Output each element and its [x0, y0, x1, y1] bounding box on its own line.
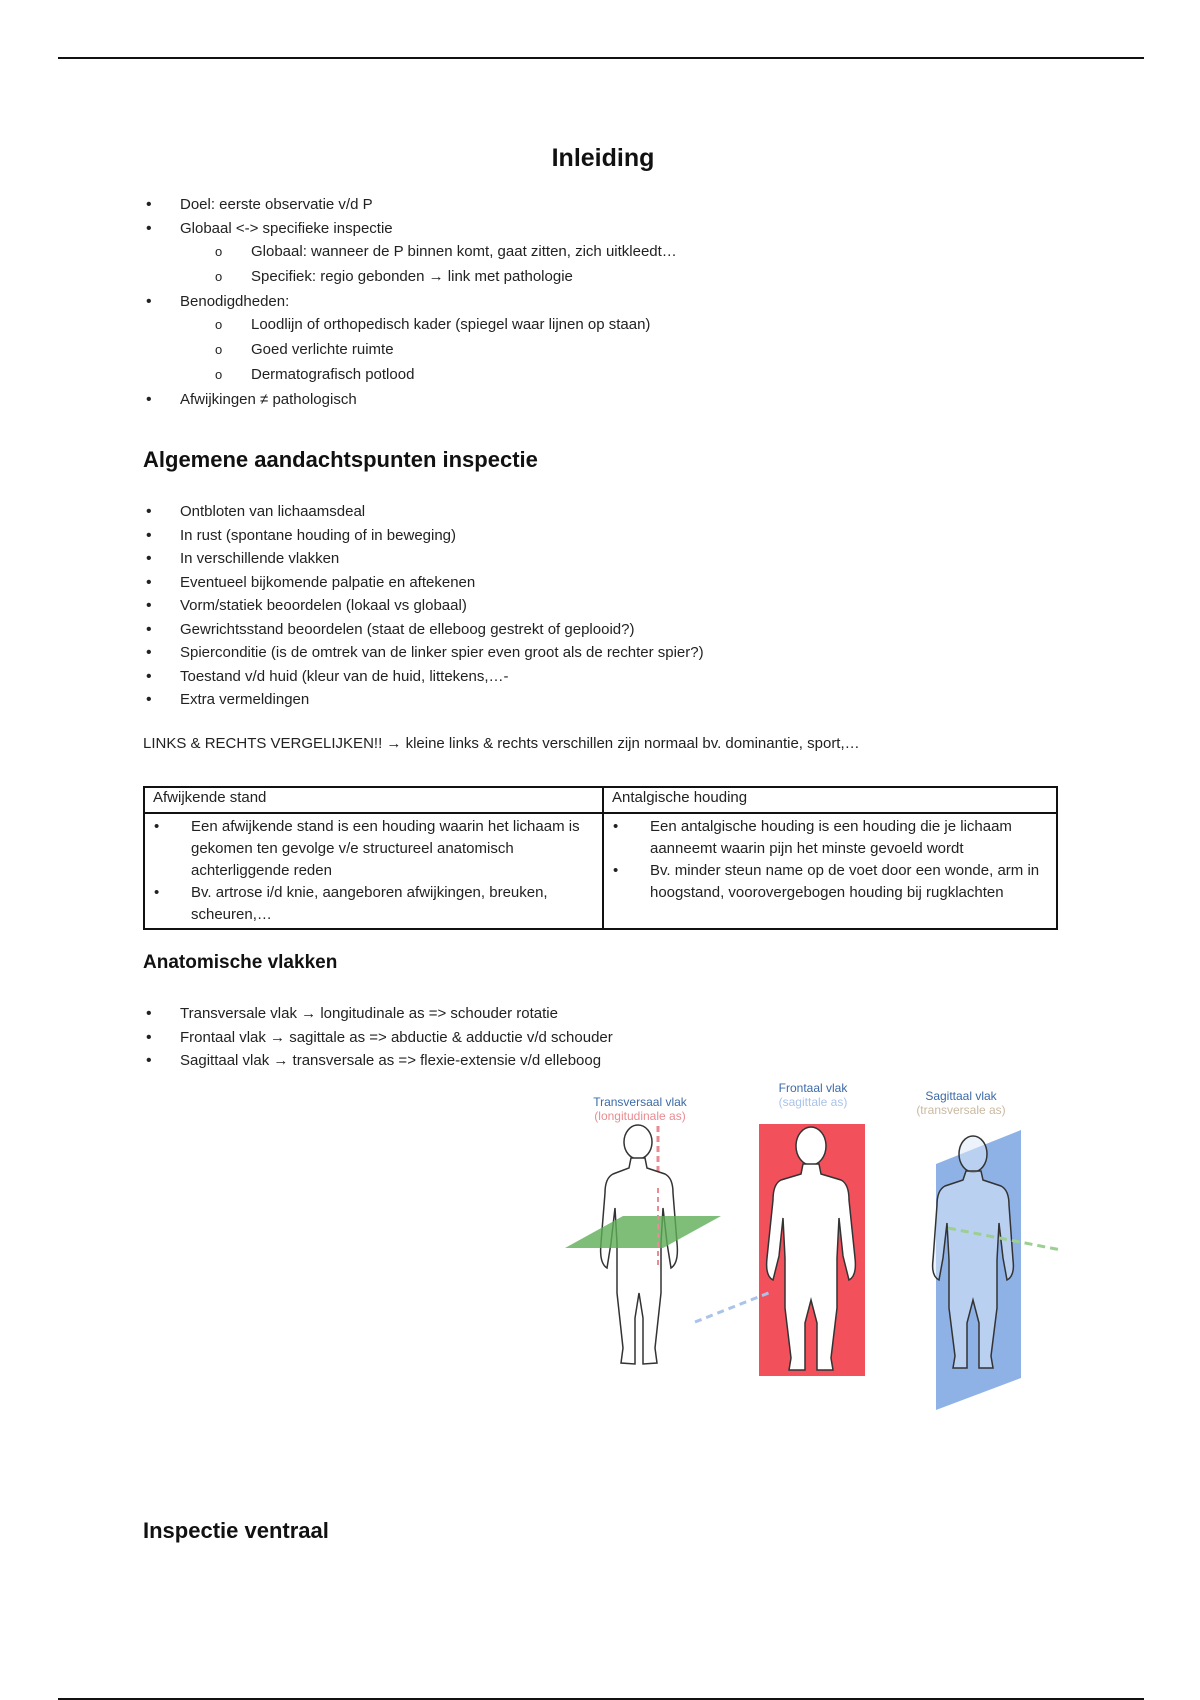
header-rule — [58, 57, 1144, 59]
list-item: • Gewrichtsstand beoordelen (staat de elleboog gestrekt of geplooid?) — [143, 618, 704, 642]
list-item — [143, 290, 677, 388]
table-cell — [603, 813, 1057, 929]
transversal-axis-label: (longitudinale as) — [594, 1109, 686, 1123]
sagittal-axis-label: (transversale as) — [916, 1103, 1006, 1117]
frontal-plane-figure — [695, 1081, 865, 1376]
list-item: • Ontbloten van lichaamsdeal — [143, 500, 704, 524]
comparison-table — [143, 786, 1058, 930]
section-title-general: Algemene aandachtspunten inspectie — [143, 447, 538, 472]
cell-list — [604, 816, 1048, 904]
table-header: Afwijkende stand — [144, 787, 603, 813]
sub-list — [180, 313, 677, 388]
sagittal-plane-figure — [916, 1089, 1061, 1410]
table-row — [144, 813, 1057, 929]
sub-list-item: o Dermatografisch potlood — [143, 363, 677, 388]
cell-list — [145, 816, 594, 926]
list-item: • Vorm/statiek beoordelen (lokaal vs globaal) — [143, 594, 704, 618]
list-item: • Een antalgische houding is een houding die je lichaam aanneemt waarin pijn het minste gevoeld wordt — [604, 816, 1048, 860]
list-item: • Doel: eerste observatie v/d P — [143, 193, 677, 217]
list-item: • Bv. artrose i/d knie, aangeboren afwijkingen, breuken, scheuren,… — [145, 882, 594, 926]
list-item: • Een afwijkende stand is een houding waarin het lichaam is gekomen ten gevolge v/e structureel anatomisch achterliggende reden — [145, 816, 594, 882]
list-item: • Extra vermeldingen — [143, 688, 704, 712]
list-item: • Bv. minder steun name op de voet door een wonde, arm in hoogstand, voorovergebogen houding bij rugklachten — [604, 860, 1048, 904]
section-title-inleiding: Inleiding — [551, 144, 655, 172]
frontal-label: Frontaal vlak — [778, 1081, 848, 1095]
section-title-ventral: Inspectie ventraal — [143, 1518, 329, 1543]
list-item: • In verschillende vlakken — [143, 547, 704, 571]
list-item: • Transversale vlak → longitudinale as => schouder rotatie — [143, 1002, 613, 1026]
general-list — [143, 500, 704, 712]
transversal-plane — [565, 1216, 721, 1248]
list-item: • Sagittaal vlak → transversale as => flexie-extensie v/d elleboog — [143, 1049, 613, 1073]
list-item-label: Globaal <-> specifieke inspectie — [180, 219, 393, 237]
list-item: • Eventueel bijkomende palpatie en aftekenen — [143, 571, 704, 595]
list-item — [143, 217, 677, 290]
sub-list-item: o Specifiek: regio gebonden → link met pathologie — [143, 265, 677, 290]
transversal-plane-figure — [565, 1095, 721, 1364]
table-header: Antalgische houding — [603, 787, 1057, 813]
list-item-label: Benodigdheden: — [180, 292, 290, 310]
list-item: • Toestand v/d huid (kleur van de huid, littekens,…- — [143, 665, 704, 689]
list-item: • In rust (spontane houding of in beweging) — [143, 524, 704, 548]
sub-list-item: o Globaal: wanneer de P binnen komt, gaat zitten, zich uitkleedt… — [143, 240, 677, 265]
table-cell — [144, 813, 603, 929]
transversal-label: Transversaal vlak — [593, 1095, 687, 1109]
planes-list — [143, 1002, 613, 1073]
anatomical-planes-figure — [543, 1078, 1063, 1413]
section-title-planes: Anatomische vlakken — [143, 952, 338, 973]
sub-list-item: o Loodlijn of orthopedisch kader (spiegel waar lijnen op staan) — [143, 313, 677, 338]
list-item: • Frontaal vlak → sagittale as => abductie & adductie v/d schouder — [143, 1026, 613, 1050]
intro-list — [143, 193, 677, 411]
sub-list-item: o Goed verlichte ruimte — [143, 338, 677, 363]
list-item: • Spierconditie (is de omtrek van de linker spier even groot als de rechter spier?) — [143, 641, 704, 665]
table-header-row — [144, 787, 1057, 813]
list-item: • Afwijkingen ≠ pathologisch — [143, 388, 677, 412]
planes-illustration — [543, 1078, 1063, 1413]
sagittal-label: Sagittaal vlak — [925, 1089, 997, 1103]
sub-list — [180, 240, 677, 290]
compare-note: LINKS & RECHTS VERGELIJKEN!! → kleine links & rechts verschillen zijn normaal bv. dominantie, sport,… — [143, 735, 860, 752]
frontal-axis-label: (sagittale as) — [778, 1095, 848, 1109]
